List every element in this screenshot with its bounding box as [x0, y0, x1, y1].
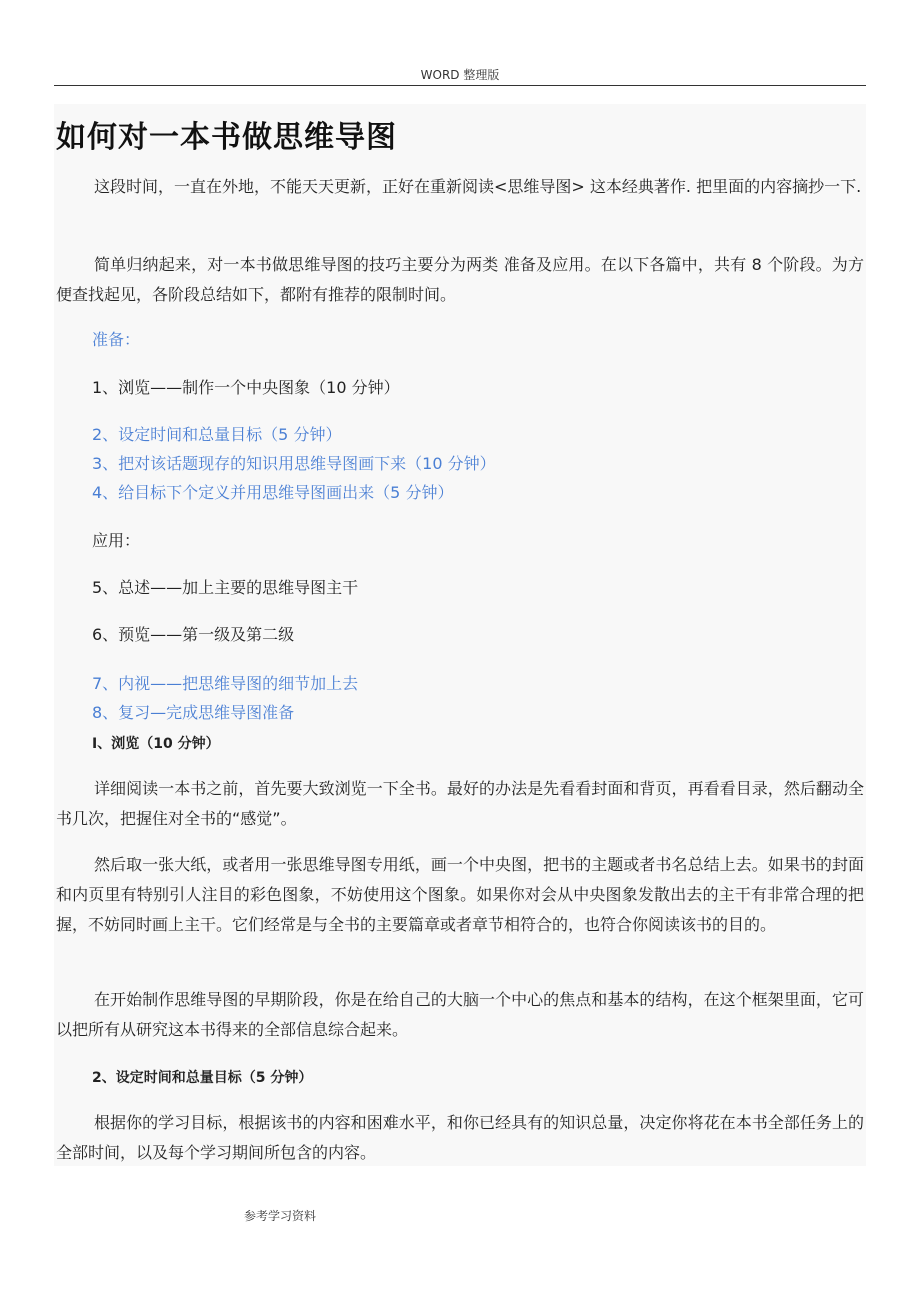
intro-paragraph-1: 这段时间，一直在外地，不能天天更新，正好在重新阅读<思维导图> 这本经典著作. 把里面的内容摘抄一下. — [94, 177, 862, 196]
step-item-7[interactable]: 7、内视——把思维导图的细节加上去 — [92, 674, 359, 693]
section-1-paragraph-2: 然后取一张大纸，或者用一张思维导图专用纸，画一个中央图，把书的主题或者书名总结上去。如果书的封面和内页里有特别引人注目的彩色图象，不妨使用这个图象。如果你对会从中央图象发散出去的主干有非常合理的把握，不妨同时画上主干。它们经常是与全书的主要篇章或者章节相符合的，也符合你阅读该书的目的。 — [56, 855, 864, 934]
document-body — [54, 104, 866, 1166]
section-1-paragraph-1: 详细阅读一本书之前，首先要大致浏览一下全书。最好的办法是先看看封面和背页，再看看目录，然后翻动全书几次，把握住对全书的“感觉”。 — [56, 779, 864, 828]
apply-label: 应用： — [92, 531, 141, 550]
section-1-heading: I、浏览（10 分钟） — [92, 736, 220, 752]
page-footer: 参考学习资料 — [244, 1209, 317, 1223]
page-header: WORD 整理版 — [420, 68, 500, 82]
step-item-8[interactable]: 8、复习—完成思维导图准备 — [92, 703, 295, 722]
step-item-5: 5、总述——加上主要的思维导图主干 — [92, 578, 359, 597]
document-title: 如何对一本书做思维导图 — [56, 120, 397, 155]
step-item-3[interactable]: 3、把对该话题现存的知识用思维导图画下来（10 分钟） — [92, 454, 496, 473]
step-item-2[interactable]: 2、设定时间和总量目标（5 分钟） — [92, 425, 342, 444]
step-item-6: 6、预览——第一级及第二级 — [92, 625, 295, 644]
section-2-heading: 2、设定时间和总量目标（5 分钟） — [92, 1070, 313, 1086]
step-item-1: 1、浏览——制作一个中央图象（10 分钟） — [92, 378, 400, 397]
step-item-4[interactable]: 4、给目标下个定义并用思维导图画出来（5 分钟） — [92, 483, 454, 502]
intro-paragraph-2: 简单归纳起来，对一本书做思维导图的技巧主要分为两类 准备及应用。在以下各篇中，共有 8 个阶段。为方便查找起见，各阶段总结如下，都附有推荐的限制时间。 — [56, 255, 864, 304]
section-1-paragraph-3: 在开始制作思维导图的早期阶段，你是在给自己的大脑一个中心的焦点和基本的结构，在这个框架里面，它可以把所有从研究这本书得来的全部信息综合起来。 — [56, 990, 864, 1039]
header-divider — [54, 85, 866, 86]
section-2-paragraph-1: 根据你的学习目标，根据该书的内容和困难水平，和你已经具有的知识总量，决定你将花在本书全部任务上的全部时间，以及每个学习期间所包含的内容。 — [56, 1113, 864, 1162]
prep-label: 准备： — [92, 330, 141, 349]
